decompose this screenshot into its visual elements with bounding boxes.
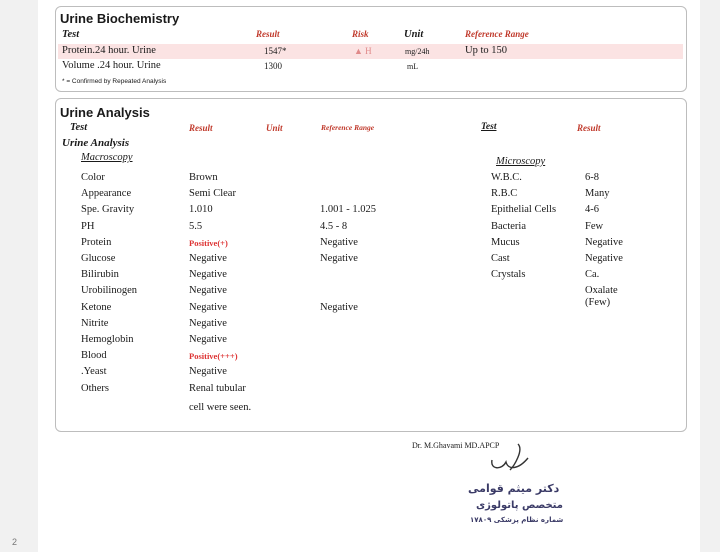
macro-result: Negative xyxy=(189,366,227,378)
row-result: 1300 xyxy=(264,61,282,71)
micro-test: Mucus xyxy=(491,236,520,248)
macro-test: Nitrite xyxy=(81,317,109,329)
header-result: Result xyxy=(189,123,213,133)
microscopy-title: Microscopy xyxy=(496,156,546,167)
micro-result: Many xyxy=(585,188,610,200)
macro-test: Urobilinogen xyxy=(81,285,137,297)
macro-reference: Negative xyxy=(320,253,358,264)
header-result: Result xyxy=(256,29,280,39)
micro-result: Negative xyxy=(585,236,623,248)
row-reference: Up to 150 xyxy=(465,45,507,56)
micro-result: Few xyxy=(585,220,604,232)
macro-result: Negative xyxy=(189,285,227,297)
row-unit: mg/24h xyxy=(405,47,430,56)
macro-result: 1.010 xyxy=(189,204,213,216)
row-test: Volume .24 hour. Urine xyxy=(62,60,161,71)
others-result-line2: cell were seen. xyxy=(189,402,252,413)
macro-test: Spe. Gravity xyxy=(81,204,135,216)
macro-result: Negative xyxy=(189,334,227,345)
macro-reference: Negative xyxy=(320,236,358,248)
macro-test: .Yeast xyxy=(81,366,107,378)
biochemistry-title: Urine Biochemistry xyxy=(60,11,180,26)
macro-result: Renal tubular xyxy=(189,382,246,394)
macro-test: Appearance xyxy=(81,188,132,200)
macro-result: Positive(+) xyxy=(189,237,228,248)
micro-test: Crystals xyxy=(491,269,526,281)
micro-test: W.B.C. xyxy=(491,172,522,183)
macro-result: Negative xyxy=(189,317,227,329)
crystals-result-line2: Oxalate xyxy=(585,285,618,296)
header-risk: Risk xyxy=(352,29,369,39)
header-test-micro: Test xyxy=(481,122,497,132)
header-reference-range: Reference Range xyxy=(465,29,529,39)
micro-result: 6-8 xyxy=(585,172,599,183)
confirmation-note: * = Confirmed by Repeated Analysis xyxy=(62,78,167,85)
micro-test: Bacteria xyxy=(491,220,526,232)
biochemistry-section xyxy=(55,6,687,92)
macro-result: Positive(+++) xyxy=(189,351,238,362)
macro-test: Glucose xyxy=(81,253,116,264)
macro-test: Protein xyxy=(81,236,112,248)
macro-result: Semi Clear xyxy=(189,188,236,200)
stamp-title: متخصص پاتولوژی xyxy=(476,500,563,511)
macro-test: Blood xyxy=(81,350,107,362)
micro-result: Ca. xyxy=(585,269,600,281)
crystals-result-line3: (Few) xyxy=(585,297,611,308)
macro-result: Negative xyxy=(189,301,227,313)
header-unit: Unit xyxy=(266,123,283,133)
row-result: 1547* xyxy=(264,46,287,56)
macroscopy-title: Macroscopy xyxy=(81,152,133,163)
stamp-code: شماره نظام پزشکی ۱۷۸۰۹ xyxy=(470,516,564,524)
analysis-title: Urine Analysis xyxy=(60,105,150,120)
report-page xyxy=(38,0,700,552)
macro-test: Bilirubin xyxy=(81,269,119,281)
stamp-name: دکتر میثم قوامی xyxy=(468,482,560,495)
macro-reference: 1.001 - 1.025 xyxy=(320,204,376,216)
macro-test: Others xyxy=(81,382,109,394)
row-test: Protein.24 hour. Urine xyxy=(62,45,156,56)
micro-test: R.B.C xyxy=(491,188,518,200)
macro-result: 5.5 xyxy=(189,220,203,232)
macro-result: Negative xyxy=(189,269,227,281)
header-unit: Unit xyxy=(404,29,424,40)
micro-test: Epithelial Cells xyxy=(491,204,557,216)
macro-reference: 4.5 - 8 xyxy=(320,220,348,232)
page-number: 2 xyxy=(12,537,18,547)
macro-test: Ketone xyxy=(81,301,112,313)
macro-test: Hemoglobin xyxy=(81,334,134,345)
macro-test: Color xyxy=(81,172,105,183)
micro-result: 4-6 xyxy=(585,204,599,216)
header-test: Test xyxy=(70,122,88,133)
micro-test: Cast xyxy=(491,253,510,264)
macro-result: Brown xyxy=(189,172,218,183)
risk-flag-high: ▲ H xyxy=(354,46,372,56)
header-result-micro: Result xyxy=(577,123,601,133)
header-test: Test xyxy=(62,29,80,40)
doctor-name: Dr. M.Ghavami MD.APCP xyxy=(412,441,500,450)
macro-test: PH xyxy=(81,220,95,232)
micro-result: Negative xyxy=(585,253,623,264)
header-reference-range: Reference Range xyxy=(321,123,375,132)
analysis-subtitle: Urine Analysis xyxy=(62,137,130,149)
macro-reference: Negative xyxy=(320,301,358,313)
signature-mark xyxy=(484,440,534,476)
urine-analysis-section xyxy=(55,98,687,432)
macro-result: Negative xyxy=(189,253,227,264)
row-unit: mL xyxy=(407,62,419,71)
